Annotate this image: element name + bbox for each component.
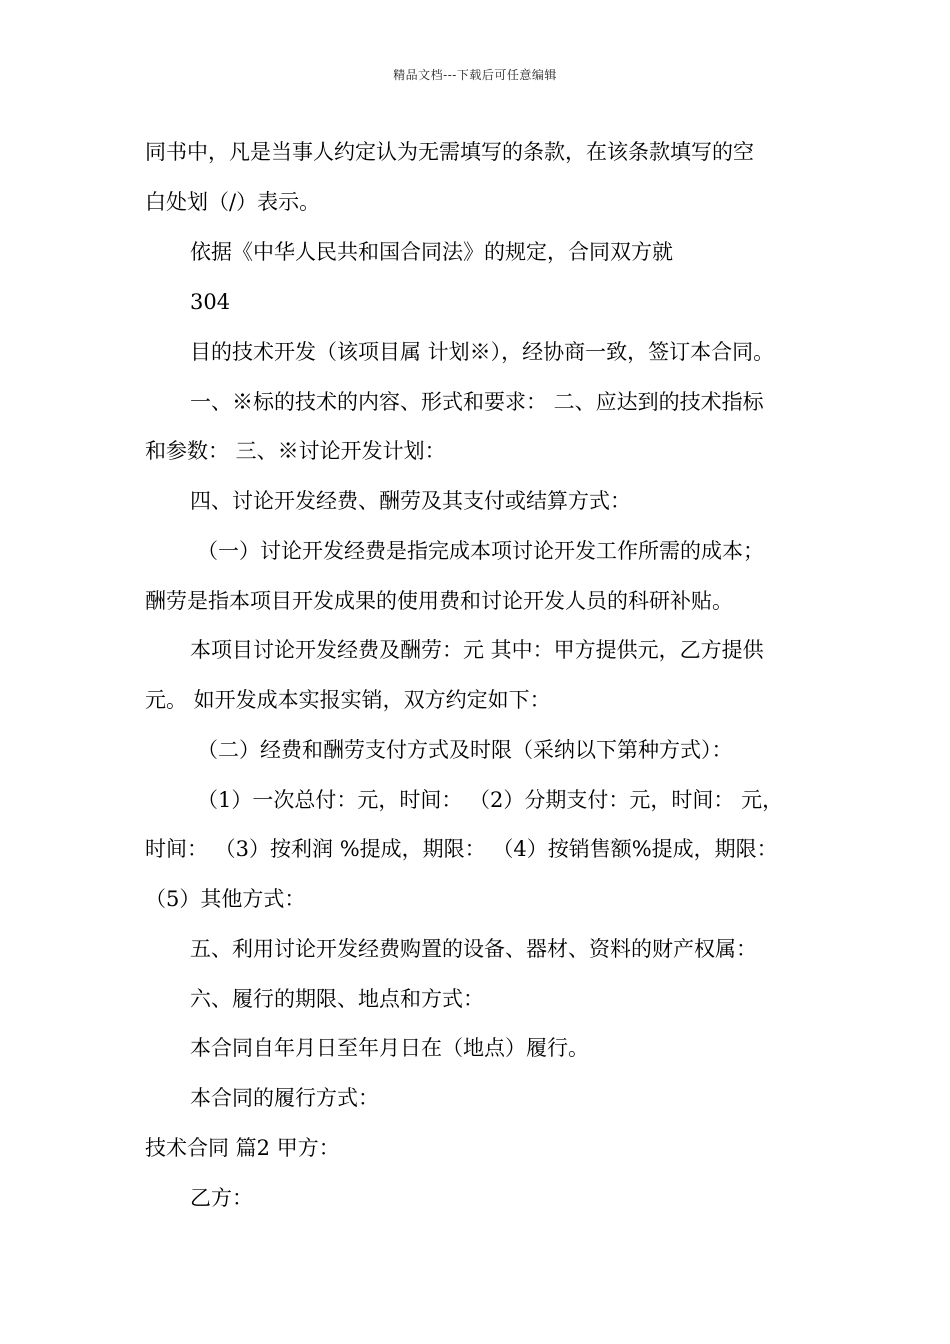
- text-line-8: 四、讨论开发经费、酬劳及其支付或结算方式：: [190, 489, 631, 513]
- text-line-11: 本项目讨论开发经费及酬劳：元 其中：甲方提供元，乙方提供: [190, 638, 764, 662]
- text-line-5: 目的技术开发（该项目属 计划※），经协商一致，签订本合同。: [190, 340, 775, 364]
- text-line-6: 一、※标的技术的内容、形式和要求： 二、应达到的技术指标: [190, 390, 764, 414]
- text-line-13: （二）经费和酬劳支付方式及时限（采纳以下第种方式）：: [197, 738, 733, 762]
- text-line-1: 同书中，凡是当事人约定认为无需填写的条款，在该条款填写的空: [145, 140, 754, 164]
- text-line-4: 304: [190, 290, 231, 314]
- page-header: 精品文档---下载后可任意编辑: [393, 68, 557, 82]
- text-line-9: （一）讨论开发经费是指完成本项讨论开发工作所需的成本；: [197, 539, 764, 563]
- text-line-20: 本合同的履行方式：: [190, 1086, 379, 1110]
- text-line-2: 白处划（/）表示。: [145, 190, 321, 214]
- text-line-16: （5）其他方式：: [145, 887, 306, 911]
- text-line-18: 六、履行的期限、地点和方式：: [190, 987, 484, 1011]
- text-line-15: 时间： （3）按利润 %提成，期限： （4）按销售额%提成，期限：: [145, 837, 778, 861]
- text-line-10: 酬劳是指本项目开发成果的使用费和讨论开发人员的科研补贴。: [145, 589, 733, 613]
- text-line-14: （1）一次总付：元，时间： （2）分期支付：元，时间： 元，: [197, 788, 784, 812]
- text-line-7: 和参数： 三、※讨论开发计划：: [145, 439, 446, 463]
- text-line-12: 元。 如开发成本实报实销，双方约定如下：: [145, 688, 551, 712]
- text-line-17: 五、利用讨论开发经费购置的设备、器材、资料的财产权属：: [190, 937, 757, 961]
- text-line-19: 本合同自年月日至年月日在（地点）履行。: [190, 1036, 589, 1060]
- section-heading: 技术合同 篇2 甲方：: [145, 1136, 340, 1160]
- text-line-22: 乙方：: [190, 1186, 253, 1210]
- text-line-3: 依据《中华人民共和国合同法》的规定，合同双方就: [190, 240, 673, 264]
